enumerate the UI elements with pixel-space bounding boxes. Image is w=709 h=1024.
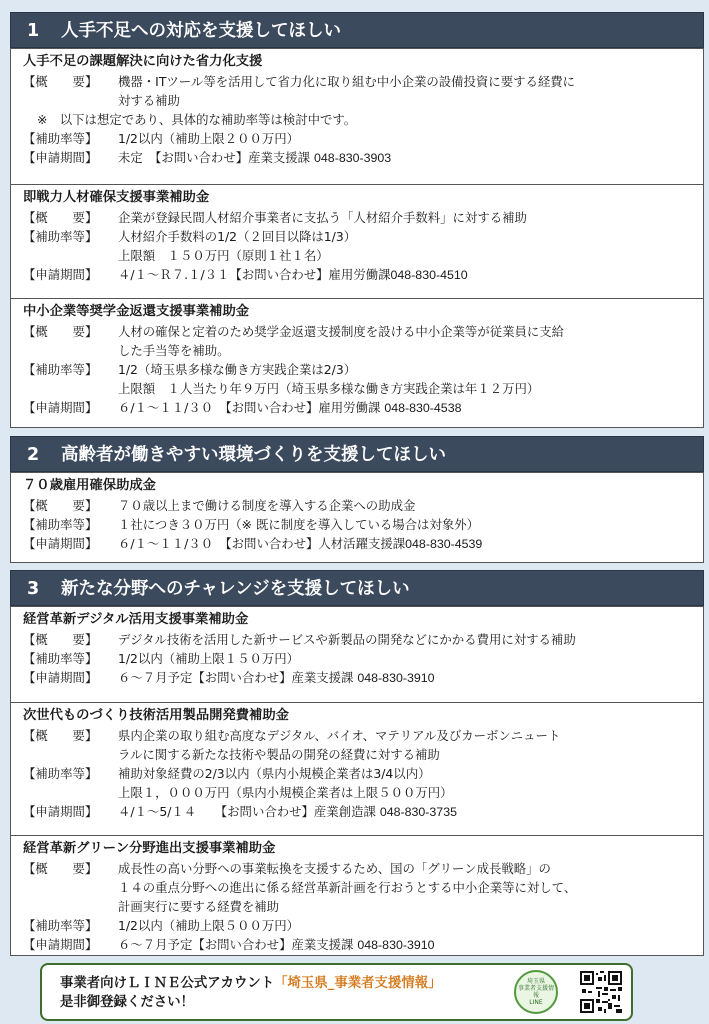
subsidy-title: 経営革新デジタル活用支援事業補助金 [23,612,249,627]
overview-continued: 計画実行に要する経費を補助 [118,899,280,914]
rate-row: 【補助率等】 補助対象経費の2/3以内（県内小規模企業者は3/4以内） [23,766,431,781]
contact-phone: 048-830-3735 [379,805,457,819]
subsidy-item [11,702,703,835]
line-account-text: 事業者向けＬＩＮＥ公式アカウント「埼玉県_事業者支援情報」 是非御登録ください！ [60,976,442,1010]
overview-row: 【概 要】 県内企業の取り組む高度なデジタル、バイオ、マテリアル及びカーボンニュート [23,728,561,743]
contact-phone: 048-830-3903 [314,151,392,165]
period-row: 【申請期間】 未定 【お問い合わせ】産業支援課 048-830-3903 [23,150,392,165]
rate-row: 【補助率等】 １社につき３０万円（※ 既に制度を導入している場合は対象外） [23,517,480,532]
section-1-box [10,48,704,428]
contact-phone: 048-830-4539 [405,537,483,551]
line-account-banner[interactable] [40,963,633,1021]
subsidy-title: 人手不足の課題解決に向けた省力化支援 [23,54,263,69]
rate-continued: 上限額 １５０万円（原則１社１名） [118,248,329,263]
period-row: 【申請期間】 ４/１～Ｒ７.１/３１【お問い合わせ】雇用労働課048-830-4510 [23,267,468,282]
section-1-header [10,12,704,48]
overview-row: 【概 要】 デジタル技術を活用した新サービスや新製品の開発などにかかる費用に対する補助 [23,632,576,647]
qr-code-icon[interactable] [580,971,622,1013]
rate-continued: 上限額 １人当たり年９万円（埼玉県多様な働き方実践企業は年１２万円） [118,381,540,396]
overview-continued: １４の重点分野への進出に係る経営革新計画を行おうとする中小企業等に対して、 [118,880,577,895]
rate-continued: 上限１，０００万円（県内小規模企業者は上限５００万円） [118,785,453,800]
subsidy-item [11,607,703,702]
overview-row: 【概 要】 人材の確保と定着のため奨学金返還支援制度を設ける中小企業等が従業員に支給 [23,324,565,339]
overview-row: 【概 要】 ７０歳以上まで働ける制度を導入する企業への助成金 [23,498,416,513]
contact-phone: 048-830-3910 [357,671,435,685]
rate-row: 【補助率等】 1/2以内（補助上限２００万円） [23,131,300,146]
overview-row: 【概 要】 成長性の高い分野への事業転換を支援するため、国の「グリーン成長戦略」の [23,861,551,876]
subsidy-item [11,298,703,432]
contact-phone: 048-830-4510 [390,268,468,282]
overview-row: 【概 要】 機器・ITツール等を活用して省力化に取り組む中小企業の設備投資に要する経費に [23,74,576,89]
subsidy-item [11,835,703,969]
period-row: 【申請期間】 ４/１～5/１４ 【お問い合わせ】産業創造課 048-830-3735 [23,804,457,819]
section-number: 1 [27,21,40,41]
section-number: 2 [27,445,40,465]
subsidy-title: 経営革新グリーン分野進出支援事業補助金 [23,841,276,856]
contact-phone: 048-830-4538 [384,401,462,415]
section-title: 人手不足への対応を支援してほしい [61,21,341,41]
overview-row: 【概 要】 企業が登録民間人材紹介事業者に支払う「人材紹介手数料」に対する補助 [23,210,527,225]
subsidy-title: 中小企業等奨学金返還支援事業補助金 [23,304,250,319]
section-title: 新たな分野へのチャレンジを支援してほしい [61,579,410,599]
section-2-box [10,472,704,563]
subsidy-item [11,49,703,184]
rate-row: 【補助率等】 人材紹介手数料の1/2（２回目以降は1/3） [23,229,357,244]
section-3-box [10,606,704,956]
subsidy-item [11,184,703,298]
subsidy-title: 次世代ものづくり技術活用製品開発費補助金 [23,708,289,723]
overview-continued: 対する補助 [118,93,180,108]
rate-row: 【補助率等】 1/2以内（補助上限５００万円） [23,918,300,933]
section-title: 高齢者が働きやすい環境づくりを支援してほしい [61,445,446,465]
period-row: 【申請期間】 ６/１～１１/３０ 【お問い合わせ】雇用労働課 048-830-4538 [23,400,462,415]
overview-continued: した手当等を補助。 [118,343,230,358]
period-row: 【申請期間】 ６～７月予定【お問い合わせ】産業支援課 048-830-3910 [23,937,435,952]
subsidy-item [11,473,703,556]
section-2-header [10,436,704,472]
overview-continued: ラルに関する新たな技術や製品の開発の経費に対する補助 [118,747,440,762]
subsidy-title: ７０歳雇用確保助成金 [23,478,156,493]
section-3-header [10,570,704,606]
rate-row: 【補助率等】 1/2以内（補助上限１５０万円） [23,651,300,666]
contact-phone: 048-830-3910 [357,938,435,952]
period-row: 【申請期間】 ６/１～１１/３０ 【お問い合わせ】人材活躍支援課048-830-4539 [23,536,483,551]
rate-row: 【補助率等】 1/2（埼玉県多様な働き方実践企業は2/3） [23,362,357,377]
note: ※ 以下は想定であり、具体的な補助率等は検討中です。 [37,112,357,127]
section-number: 3 [27,579,40,599]
line-account-name: 「埼玉県_事業者支援情報」 [274,976,442,991]
subsidy-title: 即戦力人材確保支援事業補助金 [23,190,210,205]
period-row: 【申請期間】 ６～７月予定【お問い合わせ】産業支援課 048-830-3910 [23,670,435,685]
line-account-logo-icon: 埼玉県 事業者支援情報 LINE [514,970,558,1014]
